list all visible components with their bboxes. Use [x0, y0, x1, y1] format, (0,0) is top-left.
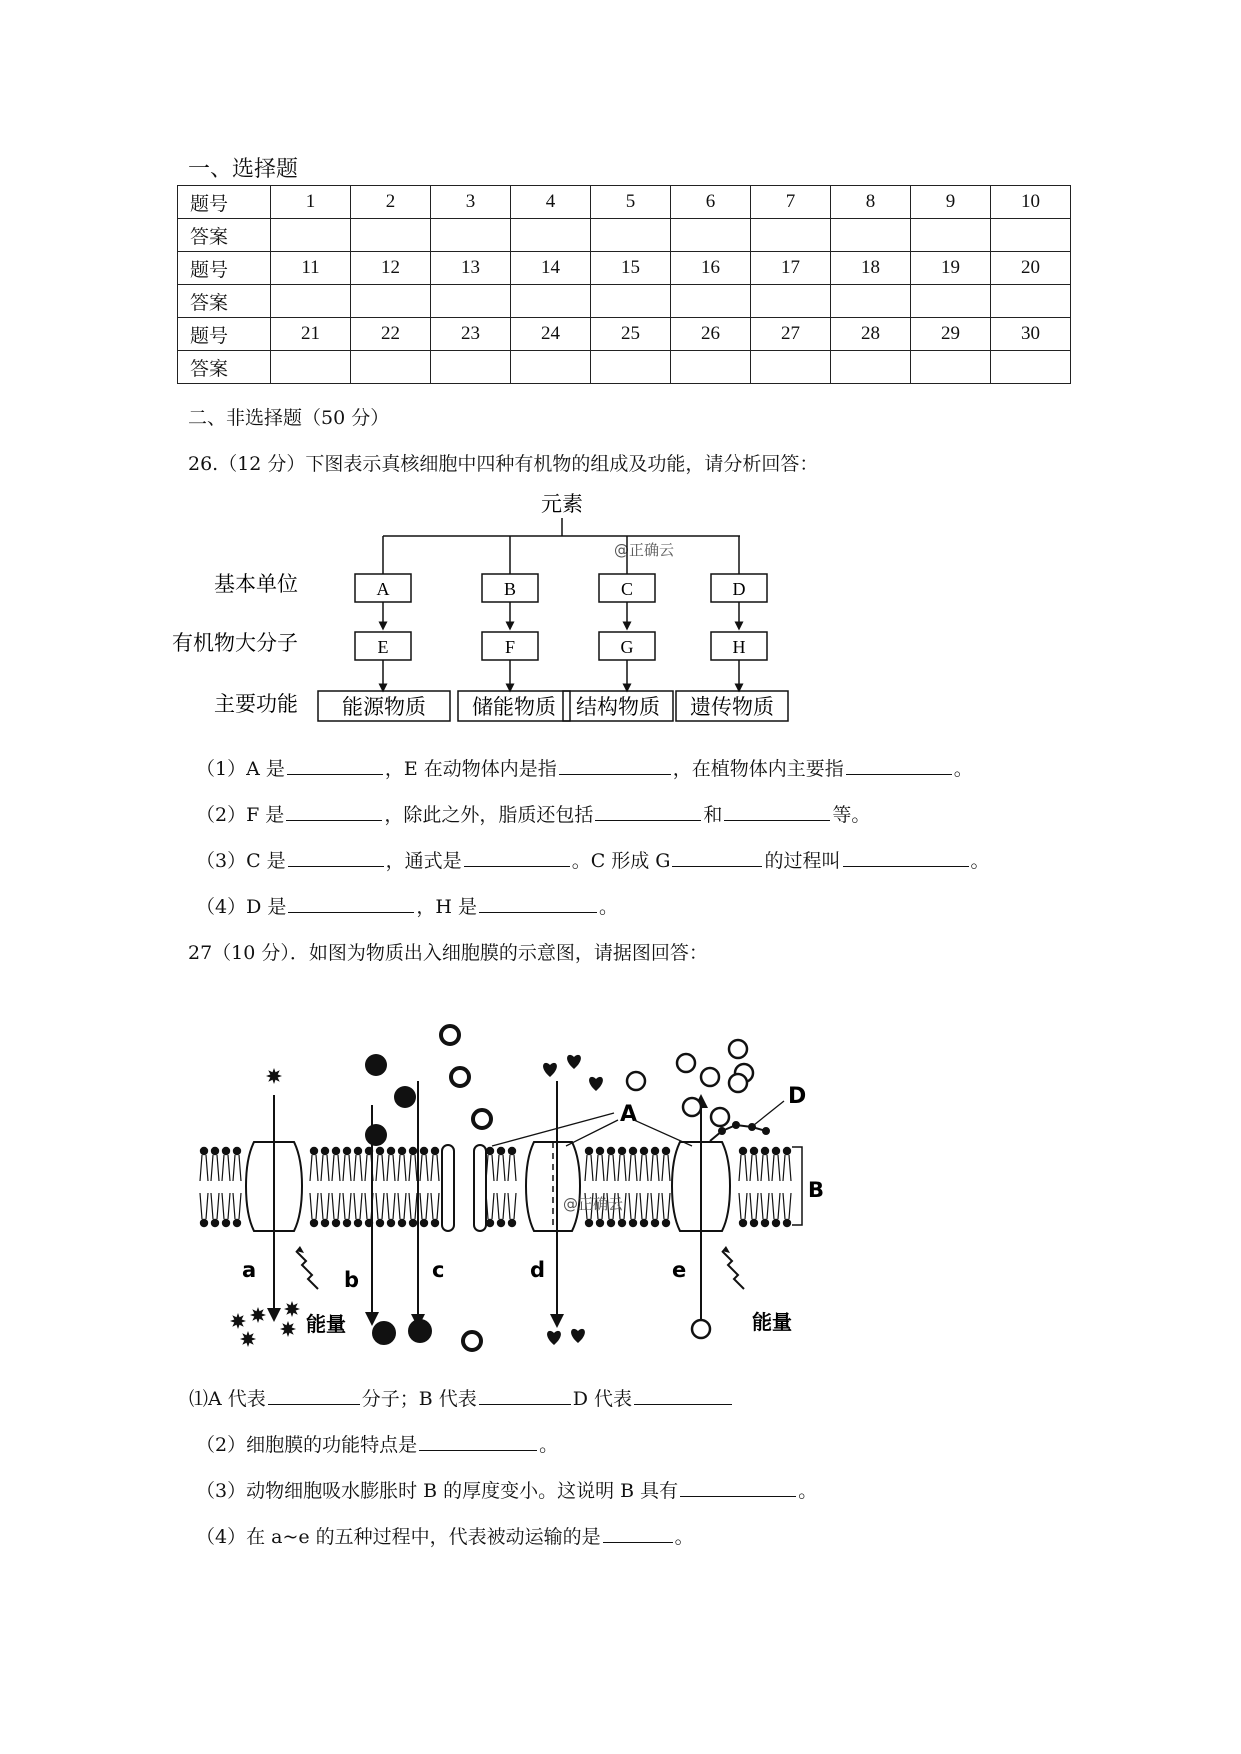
- row-label-units: 基本单位: [214, 572, 298, 596]
- molecule-solid: [394, 1086, 416, 1108]
- diagram-column: [318, 536, 450, 721]
- answer-cell[interactable]: [831, 285, 911, 318]
- answer-cell[interactable]: [351, 351, 431, 384]
- molecule-star: [280, 1321, 296, 1337]
- question-number-cell: 24: [511, 318, 591, 351]
- answer-cell[interactable]: [431, 219, 511, 252]
- question-number-cell: 17: [751, 252, 831, 285]
- question-number-cell: 28: [831, 318, 911, 351]
- molecule-solid: [408, 1319, 432, 1343]
- answer-row: [178, 219, 1071, 252]
- molecule-solid: [365, 1054, 387, 1076]
- row-label-answer: 答案: [178, 351, 271, 384]
- answer-cell[interactable]: [431, 285, 511, 318]
- blank-q27-1b[interactable]: [479, 1386, 571, 1405]
- energy-label-e: 能量: [752, 1310, 792, 1334]
- question-number-cell: 16: [671, 252, 751, 285]
- unit-label: D: [732, 579, 746, 599]
- molecule-ring: [692, 1320, 710, 1338]
- answer-cell[interactable]: [671, 285, 751, 318]
- blank-q27-1c[interactable]: [634, 1386, 732, 1405]
- answer-cell[interactable]: [271, 219, 351, 252]
- answer-cell[interactable]: [751, 351, 831, 384]
- label-A: A: [620, 1102, 638, 1127]
- molecule-ring: [627, 1072, 645, 1090]
- answer-cell[interactable]: [671, 351, 751, 384]
- channel-protein-right: [474, 1145, 486, 1231]
- molecule-star: [266, 1068, 282, 1084]
- molecule-solid: [365, 1124, 387, 1146]
- molecule-heart: [547, 1331, 561, 1345]
- q27-sub2: （2）细胞膜的功能特点是 。: [196, 1434, 559, 1456]
- molecule-ring: [677, 1054, 695, 1072]
- molecule-ring: [729, 1040, 747, 1058]
- question-number-cell: 2: [351, 186, 431, 219]
- watermark-1: @正确云: [614, 541, 675, 559]
- row-label-number: 题号: [178, 186, 271, 219]
- blank-q26-3b[interactable]: [464, 848, 570, 867]
- answer-row: [178, 285, 1071, 318]
- question-number-cell: 21: [271, 318, 351, 351]
- answer-cell[interactable]: [911, 285, 991, 318]
- question-number-cell: 4: [511, 186, 591, 219]
- blank-q27-3[interactable]: [680, 1478, 796, 1497]
- answer-cell[interactable]: [591, 219, 671, 252]
- section-2-title: 二、非选择题（50 分）: [188, 407, 390, 429]
- answer-cell[interactable]: [511, 285, 591, 318]
- answer-cell[interactable]: [431, 351, 511, 384]
- q26-sub2: （2）F 是 ，除此之外，脂质还包括 和 等。: [196, 804, 871, 826]
- molecule-ring: [729, 1074, 747, 1092]
- macro-label: E: [377, 637, 389, 657]
- answer-cell[interactable]: [831, 351, 911, 384]
- molecule-ring: [711, 1108, 729, 1126]
- question-number-cell: 13: [431, 252, 511, 285]
- bilayer-bracket: [792, 1147, 802, 1225]
- molecule-solid: [372, 1321, 396, 1345]
- label-D: D: [788, 1084, 807, 1109]
- blank-q26-2a[interactable]: [286, 802, 382, 821]
- q26-sub1: （1）A 是 ，E 在动物体内是指 ，在植物体内主要指 。: [196, 758, 973, 780]
- question-number-cell: 19: [911, 252, 991, 285]
- row-label-answer: 答案: [178, 285, 271, 318]
- answer-cell[interactable]: [351, 219, 431, 252]
- answer-cell[interactable]: [511, 351, 591, 384]
- answer-cell[interactable]: [271, 351, 351, 384]
- question-number-cell: 1: [271, 186, 351, 219]
- section-1-title: 一、选择题: [188, 157, 299, 182]
- blank-q26-1a[interactable]: [287, 756, 383, 775]
- blank-q27-4[interactable]: [603, 1524, 673, 1543]
- molecule-ring: [701, 1068, 719, 1086]
- question-number-cell: 5: [591, 186, 671, 219]
- question-number-cell: 11: [271, 252, 351, 285]
- question-number-cell: 10: [991, 186, 1071, 219]
- answer-cell[interactable]: [591, 351, 671, 384]
- question-number-cell: 15: [591, 252, 671, 285]
- q27-sub1: ⑴A 代表 分子；B 代表 D 代表: [189, 1384, 734, 1411]
- question-number-cell: 22: [351, 318, 431, 351]
- blank-q26-2c[interactable]: [724, 802, 830, 821]
- answer-cell[interactable]: [351, 285, 431, 318]
- watermark-2: @正确云: [563, 1195, 624, 1213]
- function-label: 能源物质: [342, 695, 426, 719]
- macro-label: H: [732, 637, 746, 657]
- process-label-a: a: [242, 1258, 257, 1282]
- molecule-ring: [463, 1332, 481, 1350]
- blank-q26-3d[interactable]: [843, 848, 969, 867]
- blank-q26-4b[interactable]: [479, 894, 597, 913]
- question-number-cell: 18: [831, 252, 911, 285]
- answer-cell[interactable]: [751, 219, 831, 252]
- q27-sub4: （4）在 a~e 的五种过程中，代表被动运输的是 。: [196, 1526, 694, 1548]
- question-number-cell: 29: [911, 318, 991, 351]
- macro-label: F: [504, 637, 516, 657]
- membrane-transport-diagram: [196, 1025, 896, 1365]
- answer-table: [177, 185, 1071, 384]
- molecule-heart: [589, 1077, 603, 1091]
- blank-q26-3a[interactable]: [288, 848, 384, 867]
- row-label-answer: 答案: [178, 219, 271, 252]
- blank-q27-1a[interactable]: [268, 1386, 360, 1405]
- q27-intro: 27（10 分）．如图为物质出入细胞膜的示意图，请据图回答：: [188, 942, 708, 964]
- answer-cell[interactable]: [991, 219, 1071, 252]
- answer-cell[interactable]: [591, 285, 671, 318]
- unit-label: C: [620, 579, 634, 599]
- answer-cell[interactable]: [911, 351, 991, 384]
- molecule-heart: [571, 1329, 585, 1343]
- blank-q26-1b[interactable]: [559, 756, 671, 775]
- number-row: [178, 252, 1071, 285]
- unit-label: A: [376, 579, 390, 599]
- q26-sub4: （4）D 是 ，H 是 。: [196, 896, 618, 918]
- question-number-cell: 7: [751, 186, 831, 219]
- number-row: [178, 186, 1071, 219]
- diagram-column: [458, 536, 570, 721]
- question-number-cell: 9: [911, 186, 991, 219]
- blank-q26-3c[interactable]: [672, 848, 762, 867]
- q27-sub3: （3）动物细胞吸水膨胀时 B 的厚度变小。这说明 B 具有 。: [196, 1480, 818, 1502]
- molecule-star: [230, 1313, 246, 1329]
- q26-intro: 26.（12 分）下图表示真核细胞中四种有机物的组成及功能，请分析回答：: [188, 453, 819, 475]
- molecule-star: [284, 1301, 300, 1317]
- function-label: 遗传物质: [690, 695, 774, 719]
- blank-q26-4a[interactable]: [288, 894, 414, 913]
- organic-compounds-diagram: [172, 488, 830, 728]
- process-label-d: d: [530, 1258, 546, 1282]
- answer-cell[interactable]: [911, 219, 991, 252]
- diagram-top-label: 元素: [541, 492, 583, 516]
- macro-label: G: [620, 637, 634, 657]
- blank-q26-1c[interactable]: [846, 756, 952, 775]
- answer-cell[interactable]: [511, 219, 591, 252]
- answer-cell[interactable]: [751, 285, 831, 318]
- diagram-column: [676, 536, 788, 721]
- question-number-cell: 8: [831, 186, 911, 219]
- q26-sub3: （3）C 是 ，通式是 。C 形成 G 的过程叫 。: [196, 850, 990, 872]
- number-row: [178, 318, 1071, 351]
- molecule-ring: [473, 1110, 491, 1128]
- question-number-cell: 3: [431, 186, 511, 219]
- question-number-cell: 27: [751, 318, 831, 351]
- question-number-cell: 23: [431, 318, 511, 351]
- blank-q26-2b[interactable]: [595, 802, 701, 821]
- question-number-cell: 25: [591, 318, 671, 351]
- answer-row: [178, 351, 1071, 384]
- question-number-cell: 6: [671, 186, 751, 219]
- molecule-star: [250, 1307, 266, 1323]
- molecule-ring: [683, 1098, 701, 1116]
- process-label-c: c: [432, 1258, 445, 1282]
- answer-cell[interactable]: [271, 285, 351, 318]
- energy-label-a: 能量: [306, 1312, 346, 1336]
- function-label: 结构物质: [576, 695, 660, 719]
- process-label-e: e: [672, 1258, 687, 1282]
- unit-label: B: [503, 579, 517, 599]
- molecule-ring: [451, 1068, 469, 1086]
- molecule-heart: [543, 1063, 557, 1077]
- molecule-ring: [441, 1026, 459, 1044]
- molecule-star: [240, 1331, 256, 1347]
- answer-cell[interactable]: [991, 285, 1071, 318]
- row-label-number: 题号: [178, 318, 271, 351]
- label-B: B: [808, 1178, 825, 1202]
- channel-protein-left: [442, 1145, 454, 1231]
- answer-cell[interactable]: [671, 219, 751, 252]
- molecule-heart: [567, 1055, 581, 1069]
- row-label-macros: 有机物大分子: [172, 631, 298, 655]
- question-number-cell: 14: [511, 252, 591, 285]
- row-label-functions: 主要功能: [214, 692, 298, 716]
- blank-q27-2[interactable]: [419, 1432, 537, 1451]
- function-label: 储能物质: [472, 695, 556, 719]
- row-label-number: 题号: [178, 252, 271, 285]
- answer-cell[interactable]: [991, 351, 1071, 384]
- answer-cell[interactable]: [831, 219, 911, 252]
- question-number-cell: 20: [991, 252, 1071, 285]
- question-number-cell: 30: [991, 318, 1071, 351]
- question-number-cell: 12: [351, 252, 431, 285]
- process-label-b: b: [344, 1268, 360, 1292]
- question-number-cell: 26: [671, 318, 751, 351]
- diagram-column: [563, 536, 673, 721]
